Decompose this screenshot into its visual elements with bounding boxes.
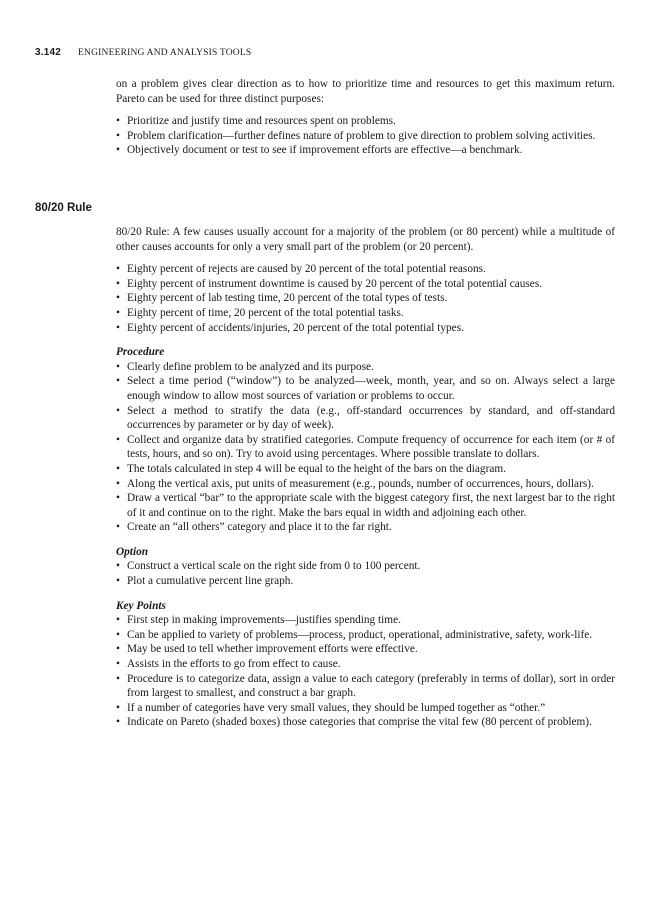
rule-paragraph: 80/20 Rule: A few causes usually account for a majority of the problem (or 80 percent) while a multitude of other causes accounts for only a very small part of the problem (or 20 percent).: [116, 226, 615, 253]
list-item: • Eighty percent of lab testing time, 20 percent of the total types of tests.: [116, 291, 615, 306]
list-item: • Clearly define problem to be analyzed and its purpose.: [116, 360, 615, 375]
option-list: [116, 559, 615, 588]
list-item: • Eighty percent of accidents/injuries, 20 percent of the total potential types.: [116, 321, 615, 336]
list-item: • Collect and organize data by stratified categories. Compute frequency of occurrence for each item (or # of tests, hours, and so on). Try to avoid using percentages. Where possible translate to dollars.: [116, 433, 615, 462]
section-heading: 80/20 Rule: [35, 202, 92, 214]
list-item: • May be used to tell whether improvement efforts were effective.: [116, 642, 615, 657]
list-item: • Create an “all others” category and place it to the far right.: [116, 520, 615, 535]
procedure-heading: Procedure: [116, 346, 165, 359]
list-item: • If a number of categories have very small values, they should be lumped together as “other.”: [116, 701, 615, 716]
procedure-list: [116, 360, 615, 535]
list-item: • Prioritize and justify time and resources spent on problems.: [116, 114, 615, 129]
list-item: • Draw a vertical “bar” to the appropriate scale with the biggest category first, the next largest bar to the right of it and continue on to the right. Make the bars equal in width and adjoining each other.: [116, 491, 615, 520]
list-item: • Along the vertical axis, put units of measurement (e.g., pounds, number of occurrences, hours, dollars).: [116, 477, 615, 492]
key-points-heading: Key Points: [116, 599, 166, 612]
book-title: ENGINEERING AND ANALYSIS TOOLS: [78, 48, 252, 58]
key-points-list: [116, 613, 615, 730]
list-item: • First step in making improvements—justifies spending time.: [116, 613, 615, 628]
list-item: • Construct a vertical scale on the right side from 0 to 100 percent.: [116, 559, 615, 574]
list-item: • Indicate on Pareto (shaded boxes) those categories that comprise the vital few (80 percent of problem).: [116, 715, 615, 730]
running-head: [35, 47, 251, 58]
option-heading: Option: [116, 545, 149, 558]
list-item: • Can be applied to variety of problems—process, product, operational, administrative, safety, work-life.: [116, 628, 615, 643]
list-item: • Plot a cumulative percent line graph.: [116, 574, 615, 589]
list-item: • Problem clarification—further defines nature of problem to give direction to problem solving activities.: [116, 129, 615, 144]
list-item: • Assists in the efforts to go from effect to cause.: [116, 657, 615, 672]
intro-paragraph: on a problem gives clear direction as to how to prioritize time and resources to get this maximum return. Pareto can be used for three distinct purposes:: [116, 78, 615, 105]
list-item: • Eighty percent of instrument downtime is caused by 20 percent of the total potential causes.: [116, 277, 615, 292]
intro-block: [116, 77, 615, 158]
list-item: • Objectively document or test to see if improvement efforts are effective—a benchmark.: [116, 143, 615, 158]
list-item: • Eighty percent of rejects are caused by 20 percent of the total potential reasons.: [116, 262, 615, 277]
list-item: • Select a method to stratify the data (e.g., off-standard occurrences by standard, and off-standard occurrences by parameter or by day of week).: [116, 404, 615, 433]
list-item: • The totals calculated in step 4 will be equal to the height of the bars on the diagram.: [116, 462, 615, 477]
section-body: [116, 225, 615, 730]
page-number: 3.142: [35, 47, 62, 58]
examples-list: [116, 262, 615, 335]
purposes-list: [116, 114, 615, 158]
list-item: • Select a time period (“window”) to be analyzed—week, month, year, and so on. Always select a large enough window to allow most sources of variation or problems to occur.: [116, 374, 615, 403]
list-item: • Eighty percent of time, 20 percent of the total potential tasks.: [116, 306, 615, 321]
list-item: • Procedure is to categorize data, assign a value to each category (preferably in terms of dollar), sort in order from largest to smallest, and construct a bar graph.: [116, 672, 615, 701]
